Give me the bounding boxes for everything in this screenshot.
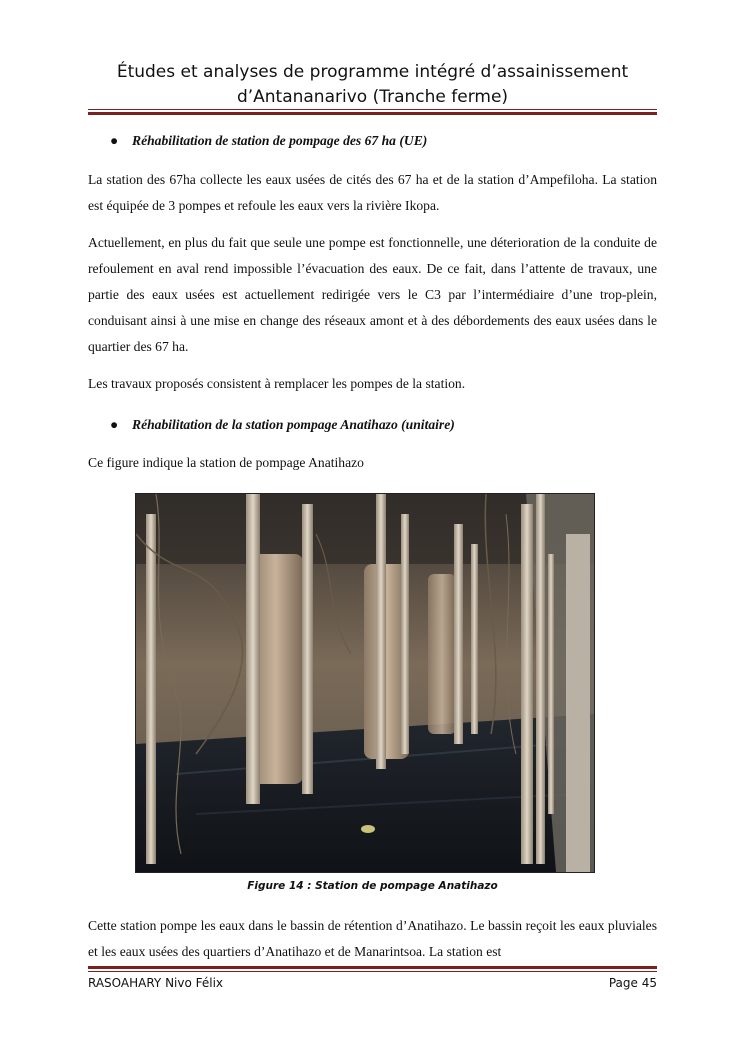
bullet-heading-text: Réhabilitation de station de pompage des 67 ha (UE): [132, 133, 428, 148]
footer-author: RASOAHARY Nivo Félix: [88, 976, 224, 990]
bullet-heading-anatihazo: [110, 415, 650, 435]
running-header: [90, 60, 655, 110]
header-rule-thin: [88, 109, 657, 110]
paragraph: Ce figure indique la station de pompage Anatihazo: [88, 455, 364, 470]
paragraph: Cette station pompe les eaux dans le bassin de rétention d’Anatihazo. Le bassin reçoit les eaux pluviales et les eaux usées des quartiers d’Anatihazo et de Manarintsoa. La station est: [88, 918, 657, 959]
header-rule-thick: [88, 112, 657, 115]
bullet-dot-icon: ●: [110, 417, 119, 432]
bullet-heading-text: Réhabilitation de la station pompage Anatihazo (unitaire): [132, 417, 455, 432]
paragraph: Les travaux proposés consistent à remplacer les pompes de la station.: [88, 376, 466, 391]
figure-caption: Figure 14 : Station de pompage Anatihazo: [247, 880, 498, 892]
header-title-line-1: Études et analyses de programme intégré d’assainissement: [116, 62, 629, 82]
footer-rule-thin: [88, 971, 657, 972]
bullet-heading-67ha: [110, 131, 650, 151]
paragraph: Actuellement, en plus du fait que seule une pompe est fonctionnelle, une déterioration de la conduite de refoulement en aval rend impossible l’évacuation des eaux. De ce fait, dans l’attente de travaux, une partie des eaux usées est actuellement redirigée vers le C3 par l’intermédiaire d’une trop-plein, conduisant ainsi à une mise en change des réseaux amont et à des débordements des eaux usées dans le quartier des 67 ha.: [88, 235, 657, 354]
footer-page-number: Page 45: [608, 976, 657, 990]
figure-photo-pumping-station: [135, 493, 595, 873]
footer-rule-thick: [88, 966, 657, 969]
header-title-line-2: d’Antananarivo (Tranche ferme): [236, 87, 509, 107]
bullet-dot-icon: ●: [110, 133, 119, 148]
paragraph: La station des 67ha collecte les eaux usées de cités des 67 ha et de la station d’Ampefiloha. La station est équipée de 3 pompes et refoule les eaux vers la rivière Ikopa.: [88, 172, 657, 213]
